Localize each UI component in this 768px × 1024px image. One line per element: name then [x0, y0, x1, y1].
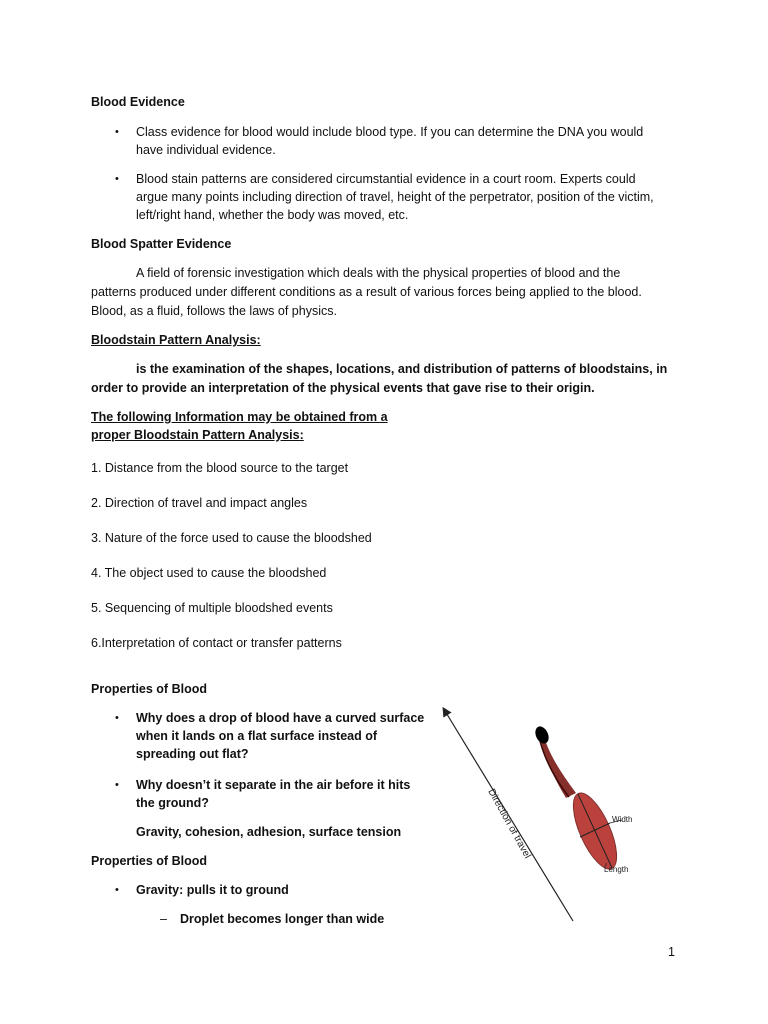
bullet-text-line: Gravity: pulls it to ground [136, 883, 289, 897]
heading-info-line: proper Bloodstain Pattern Analysis: [91, 428, 304, 442]
bullet-text-line: argue many points including direction of travel, height of the perpetrator, position of the victim, [136, 190, 654, 204]
blood-head [533, 724, 551, 745]
bullet-text-line: spreading out flat? [136, 747, 249, 761]
heading-properties: Properties of Blood [91, 682, 207, 696]
bullet-marker: • [115, 712, 119, 724]
bullet-marker: • [115, 126, 119, 138]
list-item: 2. Direction of travel and impact angles [91, 496, 308, 510]
answer-text: Gravity, cohesion, adhesion, surface tension [136, 825, 402, 839]
bullet-text-line: when it lands on a flat surface instead of [136, 729, 378, 743]
bullet-text-line: the ground? [136, 796, 209, 810]
paragraph-line: is the examination of the shapes, locations, and distribution of patterns of bloodstains, in [136, 362, 668, 376]
dash-marker: – [160, 912, 167, 926]
bullet-marker: • [115, 173, 119, 185]
paragraph-line: Blood, as a fluid, follows the laws of physics. [91, 304, 337, 318]
bullet-marker: • [115, 884, 119, 896]
heading-blood-spatter: Blood Spatter Evidence [91, 237, 232, 251]
bullet-text-line: Class evidence for blood would include blood type. If you can determine the DNA you would [136, 125, 644, 139]
bullet-text-line: left/right hand, whether the body was moved, etc. [136, 208, 409, 222]
list-item: 1. Distance from the blood source to the target [91, 461, 349, 475]
list-item: 4. The object used to cause the bloodshed [91, 566, 327, 580]
bullet-text-line: have individual evidence. [136, 143, 276, 157]
sub-bullet-text: Droplet becomes longer than wide [180, 912, 385, 926]
bullet-text-line: Why doesn’t it separate in the air before it hits [136, 778, 411, 792]
direction-label: Direction of travel [485, 787, 533, 861]
heading-blood-evidence: Blood Evidence [91, 95, 185, 109]
bullet-marker: • [115, 779, 119, 791]
bullet-text-line: Blood stain patterns are considered circumstantial evidence in a court room. Experts could [136, 172, 636, 186]
heading-bpa: Bloodstain Pattern Analysis: [91, 333, 261, 347]
paragraph-line: patterns produced under different conditions as a result of various forces being applied to the blood. [91, 285, 642, 299]
length-label: Length [604, 865, 629, 874]
heading-info-line: The following Information may be obtained from a [91, 410, 388, 424]
page-number: 1 [668, 945, 675, 959]
heading-properties: Properties of Blood [91, 854, 207, 868]
paragraph-line: order to provide an interpretation of the physical events that gave rise to their origin. [91, 381, 595, 395]
list-item: 3. Nature of the force used to cause the bloodshed [91, 531, 372, 545]
bullet-text-line: Why does a drop of blood have a curved surface [136, 711, 425, 725]
blood-drop-diagram [436, 703, 686, 928]
list-item: 5. Sequencing of multiple bloodshed events [91, 601, 333, 615]
width-label: Width [612, 815, 633, 824]
list-item: 6.Interpretation of contact or transfer patterns [91, 636, 342, 650]
paragraph-line: A field of forensic investigation which deals with the physical properties of blood and the [136, 266, 621, 280]
